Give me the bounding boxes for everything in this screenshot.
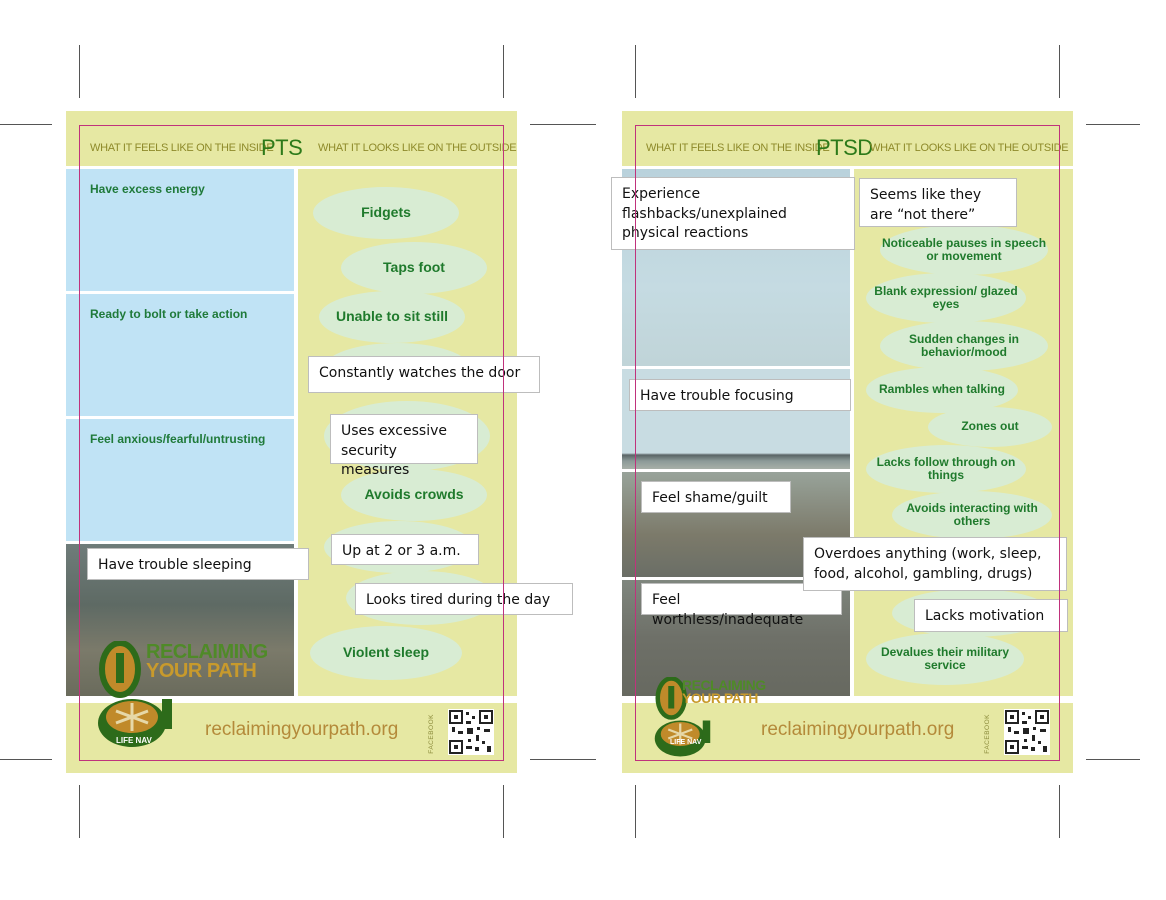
inside-cell	[66, 419, 294, 541]
outside-box: Lacks motivation	[914, 599, 1068, 632]
outside-oval: Blank expression/ glazed eyes	[866, 273, 1026, 323]
crop-mark	[1059, 45, 1060, 98]
card-title: PTSD	[816, 135, 873, 160]
outside-box: Up at 2 or 3 a.m.	[331, 534, 479, 565]
crop-mark	[635, 45, 636, 98]
inside-box: Have trouble sleeping	[87, 548, 309, 580]
card-header	[66, 111, 517, 166]
outside-box: Uses excessive security measures	[330, 414, 478, 464]
outside-oval: Violent sleep	[310, 626, 462, 680]
facebook-label: FACEBOOK	[984, 714, 991, 754]
crop-mark	[79, 45, 80, 98]
outside-oval: Lacks follow through on things	[866, 445, 1026, 493]
inside-box: Have trouble focusing	[629, 379, 851, 411]
card-title: PTS	[261, 135, 303, 160]
outside-box: Constantly watches the door	[308, 356, 540, 393]
logo-line-1: RECLAIMING	[682, 677, 766, 693]
crop-mark	[0, 124, 52, 125]
logo-wordmark	[146, 643, 268, 681]
crop-mark	[530, 124, 596, 125]
card-header	[622, 111, 1073, 166]
logo-line-2: YOUR PATH	[682, 690, 758, 707]
inside-item: Feel anxious/fearful/untrusting	[90, 432, 266, 446]
logo-line-2: YOUR PATH	[146, 660, 257, 682]
logo-badge: LIFE NAV	[116, 736, 152, 745]
header-outside-label: WHAT IT LOOKS LIKE ON THE OUTSIDE	[870, 142, 1069, 154]
crop-mark	[635, 785, 636, 838]
inside-box: Experience flashbacks/unexplained physical reactions	[611, 177, 855, 250]
inside-item: Ready to bolt or take action	[90, 307, 248, 321]
outside-oval: Fidgets	[313, 187, 459, 239]
crop-mark	[530, 759, 596, 760]
inside-item: Have excess energy	[90, 182, 205, 196]
qr-code[interactable]	[1004, 709, 1050, 755]
inside-box: Feel shame/guilt	[641, 481, 791, 513]
logo-badge: LIFE NAV	[670, 739, 702, 746]
header-inside-label: WHAT IT FEELS LIKE ON THE INSIDE	[646, 142, 830, 154]
logo-line-1: RECLAIMING	[146, 641, 268, 663]
crop-mark	[503, 785, 504, 838]
outside-oval: Avoids crowds	[341, 469, 487, 521]
crop-mark	[503, 45, 504, 98]
logo-wordmark	[682, 679, 766, 706]
header-outside-label: WHAT IT LOOKS LIKE ON THE OUTSIDE	[318, 142, 517, 154]
crop-mark	[79, 785, 80, 838]
crop-mark	[0, 759, 52, 760]
inside-box: Feel worthless/inadequate	[641, 583, 842, 615]
outside-oval: Zones out	[928, 407, 1052, 447]
outside-oval: Avoids interacting with others	[892, 491, 1052, 539]
outside-box: Overdoes anything (work, sleep, food, alcohol, gambling, drugs)	[803, 537, 1067, 591]
website-link[interactable]: reclaimingyourpath.org	[761, 719, 955, 740]
qr-code[interactable]	[448, 709, 494, 755]
outside-oval: Taps foot	[341, 242, 487, 294]
outside-oval: Devalues their military service	[866, 633, 1024, 685]
outside-oval: Sudden changes in behavior/mood	[880, 321, 1048, 371]
crop-mark	[1086, 759, 1140, 760]
facebook-label: FACEBOOK	[428, 714, 435, 754]
crop-mark	[1059, 785, 1060, 838]
outside-box: Looks tired during the day	[355, 583, 573, 615]
inside-cell	[66, 169, 294, 291]
outside-oval: Rambles when talking	[866, 367, 1018, 413]
inside-cell	[66, 294, 294, 416]
crop-mark	[1086, 124, 1140, 125]
header-inside-label: WHAT IT FEELS LIKE ON THE INSIDE	[90, 142, 274, 154]
outside-oval: Unable to sit still	[319, 291, 465, 343]
outside-oval: Noticeable pauses in speech or movement	[880, 225, 1048, 275]
website-link[interactable]: reclaimingyourpath.org	[205, 719, 399, 740]
outside-box: Seems like they are “not there”	[859, 178, 1017, 227]
